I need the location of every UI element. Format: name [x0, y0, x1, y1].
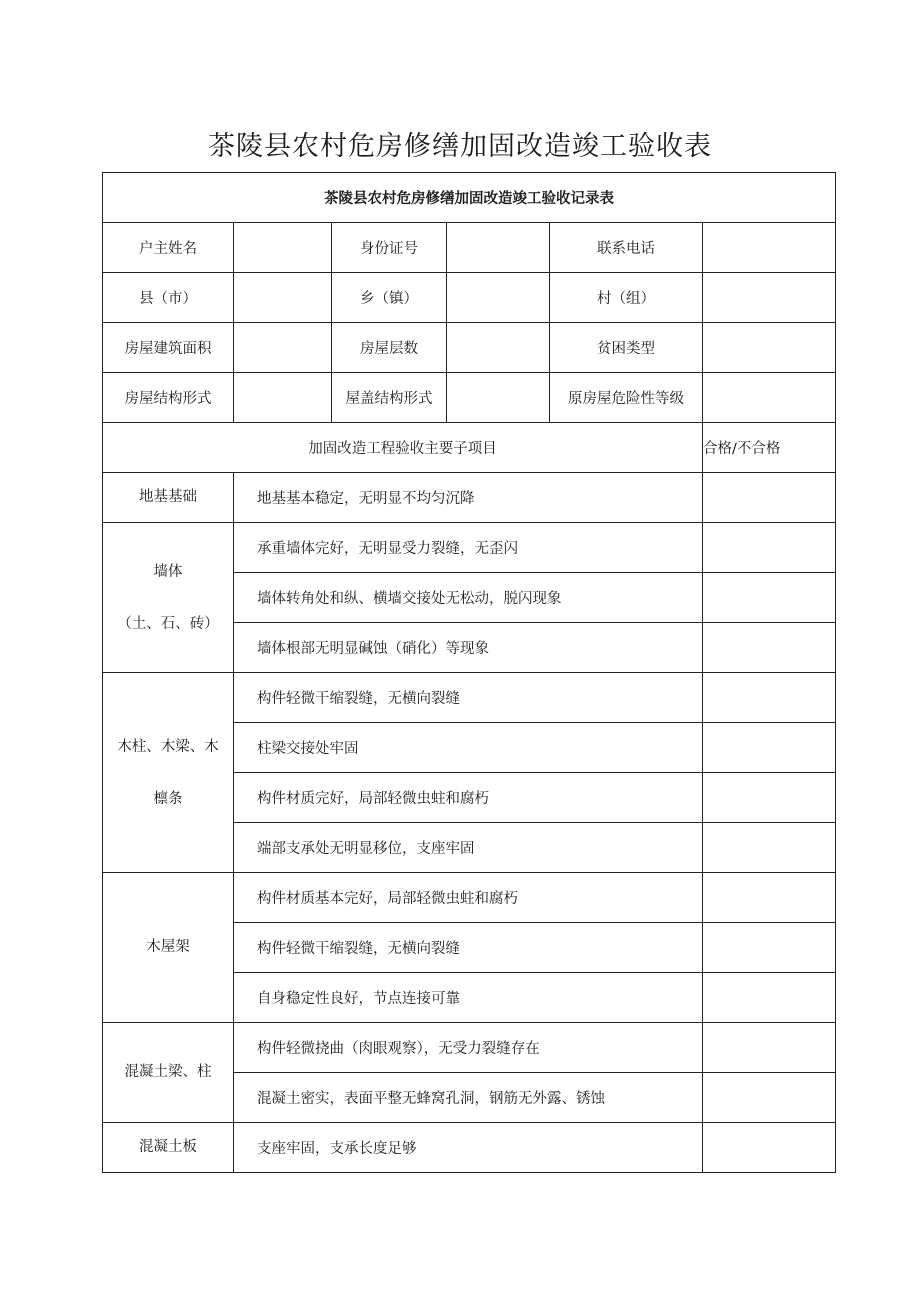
- inspection-item-text: 墙体转角处和纵、横墙交接处无松动，脱闪现象: [234, 573, 703, 623]
- category-cell: [103, 1023, 234, 1123]
- building-area-value-cell[interactable]: [234, 323, 332, 373]
- items-header-row: [103, 423, 836, 473]
- inspection-item-text: 自身稳定性良好，节点连接可靠: [234, 973, 703, 1023]
- subtitle-row: [103, 173, 836, 223]
- category-cell: [103, 673, 234, 873]
- result-cell[interactable]: [703, 1023, 836, 1073]
- result-cell[interactable]: [703, 623, 836, 673]
- inspection-item-row: [103, 473, 836, 523]
- house-area-row: [103, 323, 836, 373]
- result-cell[interactable]: [703, 873, 836, 923]
- id-number-label: 身份证号: [332, 223, 447, 273]
- result-cell[interactable]: [703, 1123, 836, 1173]
- result-cell[interactable]: [703, 673, 836, 723]
- category-name-line: 木柱、木梁、木: [117, 738, 219, 755]
- result-cell[interactable]: [703, 1073, 836, 1123]
- inspection-item-row: [103, 1023, 836, 1073]
- items-header: 加固改造工程验收主要子项目: [103, 423, 703, 473]
- category-cell: [103, 473, 234, 523]
- inspection-item-text: 支座牢固，支承长度足够: [234, 1123, 703, 1173]
- inspection-item-text: 地基基本稳定，无明显不均匀沉降: [234, 473, 703, 523]
- inspection-item-text: 构件材质基本完好，局部轻微虫蛀和腐朽: [234, 873, 703, 923]
- inspection-item-text: 混凝土密实，表面平整无蜂窝孔洞，钢筋无外露、锈蚀: [234, 1073, 703, 1123]
- category-name-line: 地基基础: [139, 489, 197, 505]
- acceptance-form-table: [102, 172, 836, 1173]
- result-cell[interactable]: [703, 723, 836, 773]
- structure-type-label: 房屋结构形式: [103, 373, 234, 423]
- result-cell[interactable]: [703, 773, 836, 823]
- village-value-cell[interactable]: [703, 273, 836, 323]
- roof-structure-type-label: 屋盖结构形式: [332, 373, 447, 423]
- owner-name-label: 户主姓名: [103, 223, 234, 273]
- inspection-item-text: 构件材质完好，局部轻微虫蛀和腐朽: [234, 773, 703, 823]
- county-value-cell[interactable]: [234, 273, 332, 323]
- county-label: 县（市）: [103, 273, 234, 323]
- category-name-line: 混凝土梁、柱: [124, 1064, 212, 1080]
- building-area-label: 房屋建筑面积: [103, 323, 234, 373]
- page-title: 茶陵县农村危房修缮加固改造竣工验收表: [208, 131, 712, 162]
- inspection-item-text: 构件轻微干缩裂缝，无横向裂缝: [234, 923, 703, 973]
- phone-value-cell[interactable]: [703, 223, 836, 273]
- roof-structure-type-value-cell[interactable]: [447, 373, 550, 423]
- result-cell[interactable]: [703, 973, 836, 1023]
- poverty-type-value-cell[interactable]: [703, 323, 836, 373]
- phone-label: 联系电话: [550, 223, 703, 273]
- result-cell[interactable]: [703, 573, 836, 623]
- owner-info-row: [103, 223, 836, 273]
- category-cell: [103, 873, 234, 1023]
- result-cell[interactable]: [703, 823, 836, 873]
- category-name-line: 檩条: [153, 790, 183, 807]
- result-cell[interactable]: [703, 473, 836, 523]
- inspection-item-row: [103, 523, 836, 573]
- poverty-type-label: 贫困类型: [550, 323, 703, 373]
- result-cell[interactable]: [703, 923, 836, 973]
- inspection-item-text: 墙体根部无明显碱蚀（硝化）等现象: [234, 623, 703, 673]
- village-label: 村（组）: [550, 273, 703, 323]
- township-label: 乡（镇）: [332, 273, 447, 323]
- danger-level-value-cell[interactable]: [703, 373, 836, 423]
- inspection-item-text: 承重墙体完好，无明显受力裂缝，无歪闪: [234, 523, 703, 573]
- category-name-line: （土、石、砖）: [117, 615, 219, 632]
- structure-row: [103, 373, 836, 423]
- result-header: 合格/不合格: [703, 423, 836, 473]
- id-number-value-cell[interactable]: [447, 223, 550, 273]
- floor-count-label: 房屋层数: [332, 323, 447, 373]
- category-name-line: 混凝土板: [139, 1139, 197, 1155]
- location-row: [103, 273, 836, 323]
- floor-count-value-cell[interactable]: [447, 323, 550, 373]
- inspection-item-text: 构件轻微挠曲（肉眼观察），无受力裂缝存在: [234, 1023, 703, 1073]
- category-cell: [103, 523, 234, 673]
- owner-name-value-cell[interactable]: [234, 223, 332, 273]
- form-subtitle: 茶陵县农村危房修缮加固改造竣工验收记录表: [103, 173, 836, 223]
- danger-level-label: 原房屋危险性等级: [550, 373, 703, 423]
- result-cell[interactable]: [703, 523, 836, 573]
- inspection-item-text: 构件轻微干缩裂缝，无横向裂缝: [234, 673, 703, 723]
- inspection-item-text: 端部支承处无明显移位，支座牢固: [234, 823, 703, 873]
- inspection-item-row: [103, 1123, 836, 1173]
- category-cell: [103, 1123, 234, 1173]
- township-value-cell[interactable]: [447, 273, 550, 323]
- category-name-line: 墙体: [153, 563, 183, 580]
- structure-type-value-cell[interactable]: [234, 373, 332, 423]
- inspection-item-text: 柱梁交接处牢固: [234, 723, 703, 773]
- inspection-item-row: [103, 673, 836, 723]
- inspection-item-row: [103, 873, 836, 923]
- category-name-line: 木屋架: [146, 939, 190, 955]
